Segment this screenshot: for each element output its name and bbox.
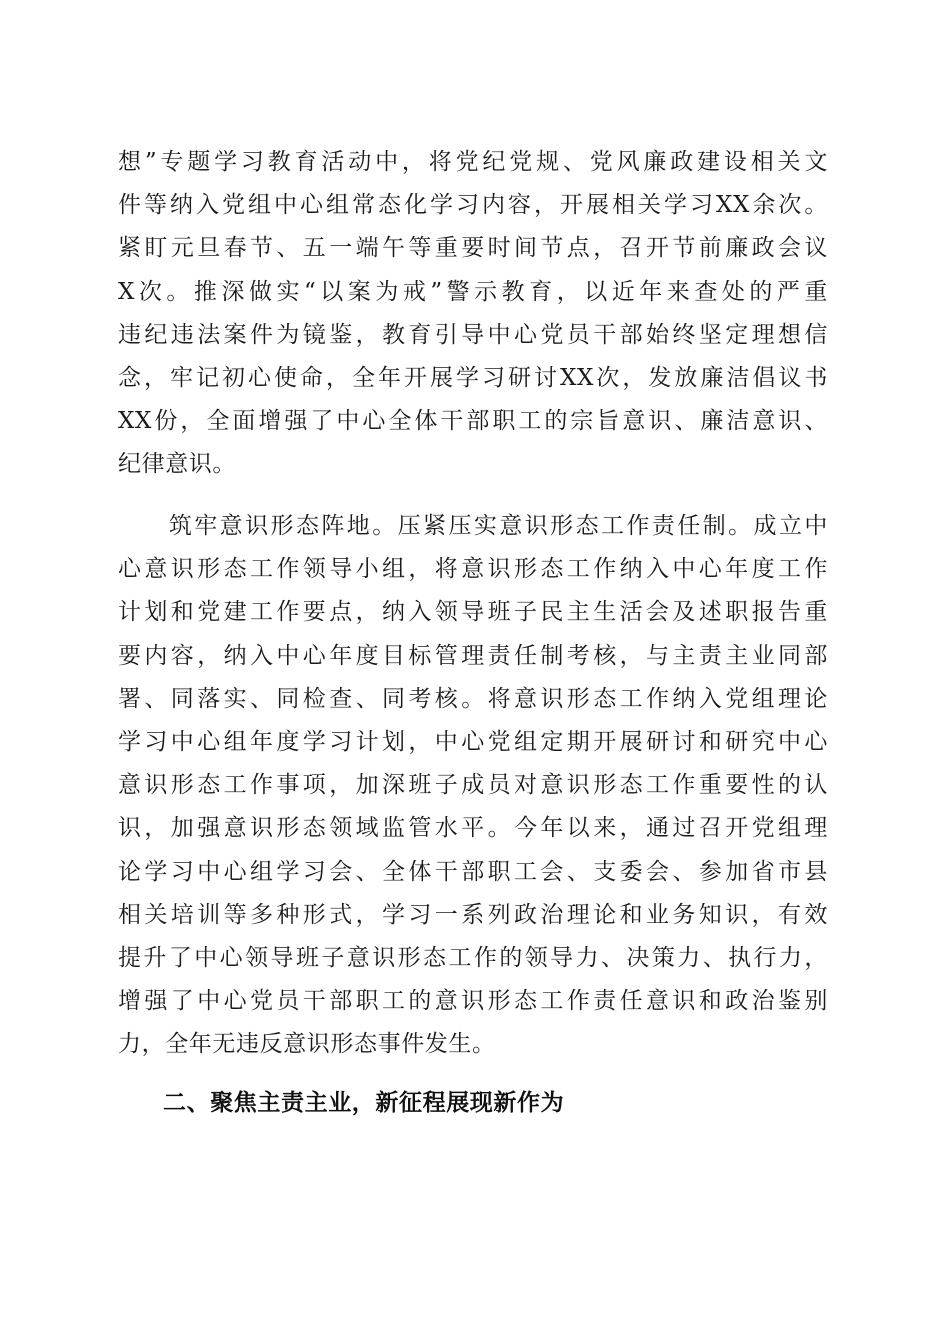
- text-line: X次。推深做实“以案为戒”警示教育，以近年来查处的严重: [118, 278, 828, 305]
- section-heading: 二、聚焦主责主业，新征程展现新作为: [163, 1090, 565, 1116]
- text-line: 念，牢记初心使命，全年开展学习研讨XX次，发放廉洁倡议书: [118, 364, 828, 391]
- paragraph-ideology-front: [118, 505, 828, 1066]
- text-line: 违纪违法案件为镜鉴，教育引导中心党员干部始终坚定理想信: [118, 321, 828, 348]
- text-line: 想”专题学习教育活动中，将党纪党规、党风廉政建设相关文: [118, 149, 828, 175]
- text-line: 计划和党建工作要点，纳入领导班子民主生活会及述职报告重: [118, 599, 828, 626]
- text-line: 心意识形态工作领导小组，将意识形态工作纳入中心年度工作: [118, 556, 828, 583]
- text-line: 紧盯元旦春节、五一端午等重要时间节点，召开节前廉政会议: [118, 235, 828, 262]
- text-line: 要内容，纳入中心年度目标管理责任制考核，与主责主业同部: [118, 642, 828, 669]
- text-line: 筑牢意识形态阵地。压紧压实意识形态工作责任制。成立中: [118, 513, 828, 539]
- text-line: 纪律意识。: [118, 451, 236, 478]
- text-line: 论学习中心组学习会、全体干部职工会、支委会、参加省市县: [118, 858, 828, 885]
- text-line: 件等纳入党组中心组常态化学习内容，开展相关学习XX余次。: [118, 192, 828, 219]
- text-line: 增强了中心党员干部职工的意识形态工作责任意识和政治鉴别: [118, 988, 828, 1015]
- paragraph-party-discipline: [118, 141, 828, 487]
- text-line: 力，全年无违反意识形态事件发生。: [118, 1031, 496, 1058]
- text-line: XX份，全面增强了中心全体干部职工的宗旨意识、廉洁意识、: [118, 408, 828, 435]
- text-line: 署、同落实、同检查、同考核。将意识形态工作纳入党组理论: [118, 685, 828, 712]
- text-line: 意识形态工作事项，加深班子成员对意识形态工作重要性的认: [118, 772, 828, 799]
- text-line: 识，加强意识形态领域监管水平。今年以来，通过召开党组理: [118, 815, 828, 842]
- text-line: 学习中心组年度学习计划，中心党组定期开展研讨和研究中心: [118, 728, 828, 755]
- text-line: 提升了中心领导班子意识形态工作的领导力、决策力、执行力，: [118, 944, 828, 971]
- text-line: 相关培训等多种形式，学习一系列政治理论和业务知识，有效: [118, 901, 828, 928]
